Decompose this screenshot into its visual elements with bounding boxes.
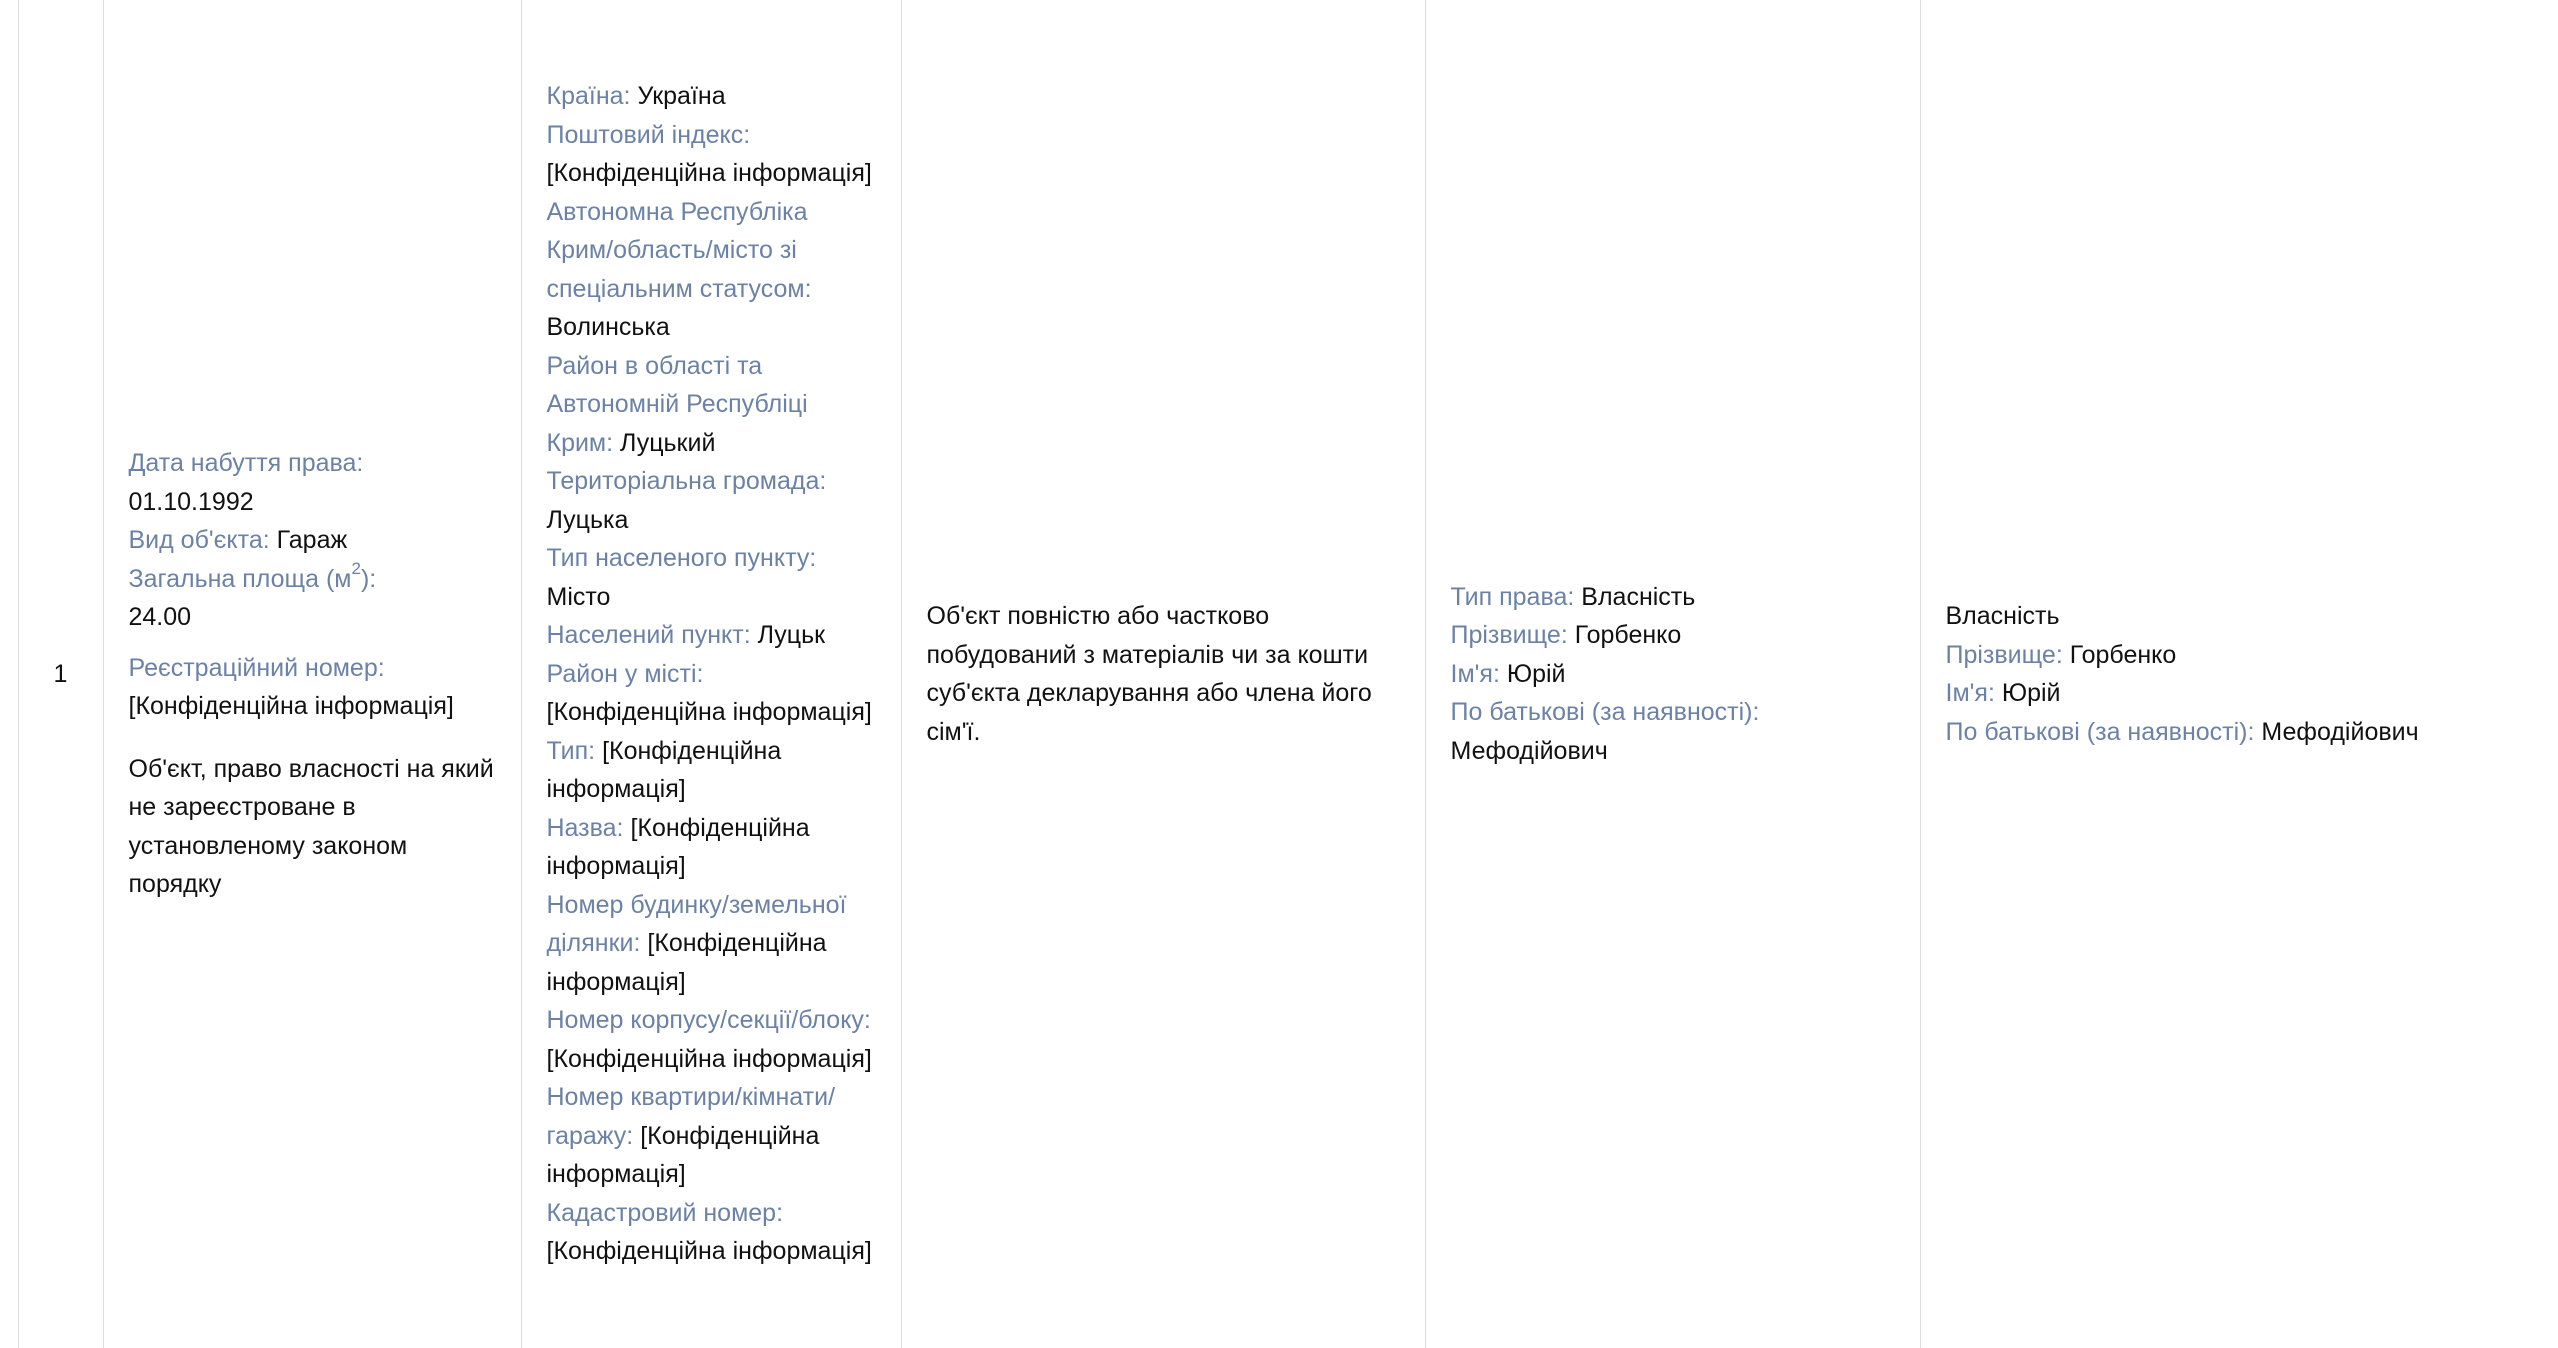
acquisition-date-value: 01.10.1992	[128, 487, 254, 516]
owner-right-value: Власність	[1945, 602, 2060, 630]
owner-firstname-label: Ім'я:	[1945, 679, 1995, 707]
registration-number-label: Реєстраційний номер:	[128, 653, 385, 682]
total-area-label-sup: 2	[351, 559, 361, 579]
right-info-cell	[1425, 0, 1920, 1348]
district-label: Район в області та Автономній Республіці Крим:	[546, 351, 808, 457]
object-type	[129, 521, 496, 560]
city-district-value: [Конфіденційна інформація]	[546, 698, 872, 727]
row-number-cell	[18, 0, 103, 1348]
registration-number-value: [Конфіденційна інформація]	[128, 692, 454, 721]
total-area	[129, 560, 496, 637]
street-type-label: Тип:	[546, 736, 596, 765]
acquisition-date	[129, 444, 496, 521]
building-number-label: Номер корпусу/секції/блоку:	[546, 1006, 871, 1035]
row-number: 1	[53, 659, 68, 688]
owner-info-cell	[1920, 0, 2558, 1348]
region-value: Волинська	[546, 313, 670, 342]
street-name-label: Назва:	[546, 813, 624, 842]
object-type-label: Вид об'єкта:	[128, 526, 270, 555]
country-label: Країна:	[546, 82, 631, 111]
total-area-label-prefix: Загальна площа (м	[128, 564, 352, 593]
house-number-label: Номер будинку/земельної ділянки:	[546, 890, 847, 958]
right-type-value: Власність	[1581, 582, 1696, 611]
owner-surname-value: Горбенко	[2069, 640, 2177, 669]
origin-text: Об'єкт повністю або частково побудований з матеріалів чи за кошти суб'єкта декларування або члена його сім'ї.	[926, 602, 1372, 746]
owner-patronymic-label: По батькові (за наявності):	[1945, 717, 2255, 746]
total-area-label-suffix: ):	[360, 564, 377, 593]
cadastral-number-value: [Конфіденційна інформація]	[546, 1237, 872, 1266]
city-district-label: Район у місті:	[546, 659, 704, 688]
settlement-value: Луцьк	[757, 621, 826, 650]
street-type-value: [Конфіденційна інформація]	[546, 736, 782, 804]
owner-patronymic-value: Мефодійович	[2261, 717, 2419, 746]
building-number-value: [Конфіденційна інформація]	[546, 1044, 872, 1073]
community-value: Луцька	[546, 505, 629, 534]
house-number-value: [Конфіденційна інформація]	[546, 929, 827, 996]
spacer	[129, 726, 496, 750]
right-patronymic-value: Мефодійович	[1450, 736, 1608, 765]
region-label: Автономна Республіка Крим/область/місто зі спеціальним статусом:	[546, 197, 812, 303]
settlement-type-value: Місто	[546, 582, 611, 611]
total-area-label	[128, 559, 377, 593]
postal-code-label: Поштовий індекс:	[546, 120, 751, 149]
settlement-type-label: Тип населеного пункту:	[546, 544, 817, 573]
object-type-value: Гараж	[276, 526, 348, 555]
right-firstname-label: Ім'я:	[1450, 659, 1500, 688]
street-name-value: [Конфіденційна інформація]	[546, 813, 810, 881]
right-firstname-value: Юрій	[1506, 659, 1566, 688]
property-info-cell	[103, 0, 521, 1348]
district-value: Луцький	[620, 428, 716, 457]
right-surname-value: Горбенко	[1574, 621, 1682, 650]
total-area-value: 24.00	[128, 603, 192, 632]
spacer	[129, 637, 496, 649]
right-surname-label: Прізвище:	[1450, 621, 1568, 650]
settlement-label: Населений пункт:	[546, 621, 751, 650]
community-label: Територіальна громада:	[546, 467, 827, 496]
apartment-number-label: Номер квартири/кімнати/гаражу:	[546, 1083, 836, 1150]
right-patronymic-label: По батькові (за наявності):	[1450, 698, 1760, 727]
postal-code-value: [Конфіденційна інформація]	[546, 159, 872, 188]
ownership-note: Об'єкт, право власності на який не зареєстроване в установленому законом порядку	[128, 754, 494, 899]
address-cell	[521, 0, 901, 1348]
owner-surname-label: Прізвище:	[1945, 640, 2063, 669]
country-value: Україна	[637, 82, 726, 111]
owner-firstname-value: Юрій	[2001, 679, 2061, 707]
apartment-number-value: [Конфіденційна інформація]	[546, 1121, 820, 1189]
cadastral-number-label: Кадастровий номер:	[546, 1198, 784, 1227]
left-margin-cell	[0, 0, 18, 1348]
registration-number	[129, 649, 496, 726]
origin-cell	[901, 0, 1425, 1348]
acquisition-date-label: Дата набуття права:	[128, 449, 364, 478]
right-type-label: Тип права:	[1450, 582, 1575, 611]
